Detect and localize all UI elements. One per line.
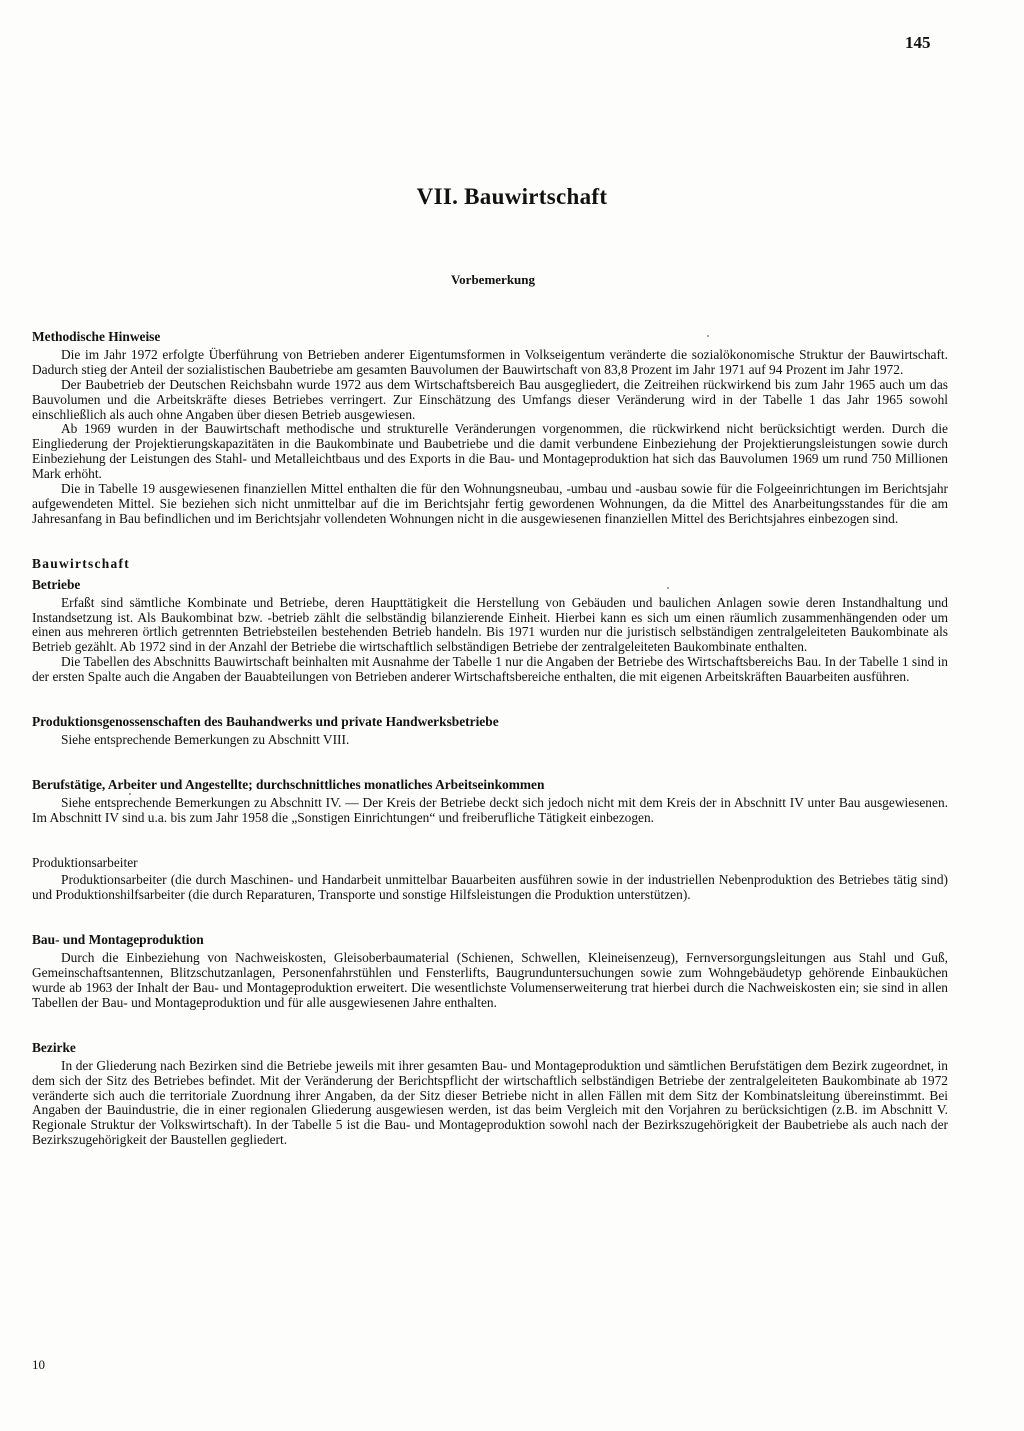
section-heading: Produktionsgenossenschaften des Bauhandwerks und private Handwerksbetriebe <box>32 714 499 730</box>
document-body <box>32 330 948 1178</box>
chapter-title: VII. Bauwirtschaft <box>416 184 608 209</box>
scan-speck <box>667 587 669 589</box>
paragraph: Siehe entsprechende Bemerkungen zu Abschnitt IV. — Der Kreis der Betriebe deckt sich jedoch nicht mit dem Kreis der in Abschnitt IV unter Bau ausgewiesenen. Im Abschnitt IV sind u.a. bis zum Jahr 1958 die „Sonstigen Einrichtungen“ und freiberufliche Tätigkeit einbezogen. <box>32 794 948 825</box>
section-heading: Bezirke <box>32 1039 76 1055</box>
paragraph: Erfaßt sind sämtliche Kombinate und Betriebe, deren Haupttätigkeit die Herstellung von Gebäuden und baulichen Anlagen sowie deren Instandhaltung und Instandsetzung ist. Als Baukombinat bzw. -betrieb zählt die selbständig bilanzierende Einheit. Hierbei kann es sich um einen räumlich zusammenhängenden oder um einen aus mehreren örtlich getrennten Betriebsteilen bestehenden Betrieb handeln. Bis 1971 wurden nur die juristisch selbständigen zentralgeleiteten Baukombinate als Betrieb gezählt. Ab 1972 sind in der Anzahl der Betriebe die wirtschaftlich selbständigen Betriebe der zentralgeleiteten Baukombinate enthalten. <box>32 594 948 655</box>
page-number: 145 <box>905 33 931 52</box>
section-produktionsarbeiter <box>32 856 948 904</box>
paragraph: Ab 1969 wurden in der Bauwirtschaft methodische und strukturelle Veränderungen vorgenommen, die rückwirkend nicht berücksichtigt werden. Durch die Eingliederung der Projektierungskapazitäten in die Baukombinate und Baubetriebe und die damit verbundene Einbeziehung der Projektierungsleistungen sowie durch Einbeziehung der Leistungen des Stahl- und Metalleichtbaus und des Exports in die Bau- und Montageproduktion hat sich das Bauvolumen 1969 um rund 750 Millionen Mark erhöht. <box>32 421 948 482</box>
paragraph: Siehe entsprechende Bemerkungen zu Abschnitt VIII. <box>61 731 350 747</box>
scan-speck <box>129 793 131 795</box>
section-heading: Produktionsarbeiter <box>32 854 138 870</box>
paragraph: Die Tabellen des Abschnitts Bauwirtschaft beinhalten mit Ausnahme der Tabelle 1 nur die Angaben der Betriebe des Wirtschaftsbereichs Bau. In der Tabelle 1 sind in der ersten Spalte auch die Angaben der Bauabteilungen von Betrieben anderer Wirtschaftsbereiche enthalten, die mit eigenen Arbeitskräften Bauarbeiten ausführen. <box>32 654 949 685</box>
paragraph: Die in Tabelle 19 ausgewiesenen finanziellen Mittel enthalten die für den Wohnungsneubau, -umbau und -ausbau sowie für die Folgeeinrichtungen im Berichtsjahr aufgewendeten Mittel. Sie beziehen sich nicht unmittelbar auf die im Berichtsjahr fertig gewordenen Wohnungen, da die Mittel des Anarbeitungsstandes für die am Jahresanfang in Bau befindlichen und im Berichtsjahr vollendeten Wohnungen nicht in die ausgewiesenen finanziellen Mittel des Berichtsjahres einbezogen sind. <box>32 481 948 526</box>
paragraph: Durch die Einbeziehung von Nachweiskosten, Gleisoberbaumaterial (Schienen, Schwellen, Kleineisenzeug), Fernversorgungsleitungen aus Stahl und Guß, Gemeinschaftsantennen, Blitzschutzanlagen, Personenfahrstühlen und Fensterlifts, Baugrunduntersuchungen sowie zum Wohngebäudetyp gehörende Einbauküchen wurde ab 1963 der Inhalt der Bau- und Montageproduktion erweitert. Die wesentlichste Volumenserweiterung trat hierbei durch die Nachweiskosten ein; sie sind in allen Tabellen der Bau- und Montageproduktion und für alle ausgewiesenen Jahre enthalten. <box>32 950 948 1010</box>
paragraph: In der Gliederung nach Bezirken sind die Betriebe jeweils mit ihrer gesamten Bau- und Montageproduktion und sämtlichen Berufstätigen dem Bezirk zugeordnet, in dem sich der Sitz des Betriebes befindet. Mit der Veränderung der Berichtspflicht der wirtschaftlich selbständigen Betriebe der zentralgeleiteten Baukombinate ab 1972 veränderte sich auch die territoriale Zuordnung ihrer Angaben, da der Sitz dieser Betriebe nicht in allen Fällen mit dem Sitz der Kombinatsleitung übereinstimmt. Bei Angaben der Bauindustrie, die in einer regionalen Gliederung ausgewiesen werden, ist das beim Vergleich mit den Vorjahren zu berücksichtigen (z.B. im Abschnitt V. Regionale Struktur der Volkswirtschaft). In der Tabelle 5 ist die Bau- und Montageproduktion sowohl nach der Bezirkszugehörigkeit der Baubetriebe als auch nach der Bezirkszugehörigkeit der Baustellen gegliedert. <box>32 1057 948 1148</box>
footer-number: 10 <box>32 1357 45 1372</box>
paragraph: Die im Jahr 1972 erfolgte Überführung von Betrieben anderer Eigentumsformen in Volkseigentum veränderte die sozialökonomische Struktur der Bauwirtschaft. Dadurch stieg der Anteil der sozialistischen Baubetriebe am gesamten Bauvolumen der Bauwirtschaft von 83,8 Prozent im Jahr 1971 auf 94 Prozent im Jahr 1972. <box>32 346 948 377</box>
section-heading: Betriebe <box>32 576 81 592</box>
section-heading: Bauwirtschaft <box>32 555 130 571</box>
preliminary-remark-title: Vorbemerkung <box>450 272 536 287</box>
section-heading: Methodische Hinweise <box>32 329 161 344</box>
section-produktionsgenossenschaften <box>32 715 948 748</box>
scan-speck <box>707 335 709 337</box>
section-heading: Bau- und Montageproduktion <box>32 932 204 948</box>
section-bau-und-montageproduktion <box>32 933 948 1011</box>
section-betriebe <box>32 578 948 685</box>
section-methodische-hinweise <box>32 330 948 527</box>
section-berufstaetige <box>32 778 948 826</box>
section-bauwirtschaft <box>32 557 948 572</box>
paragraph: Produktionsarbeiter (die durch Maschinen- und Handarbeit unmittelbar Bauarbeiten ausführen sowie in der industriellen Nebenproduktion des Betriebes tätig sind) und Produktionshilfsarbeiter (die durch Reparaturen, Transporte und sonstige Hilfsleistungen die Produktion unterstützen). <box>32 872 948 903</box>
paragraph: Der Baubetrieb der Deutschen Reichsbahn wurde 1972 aus dem Wirtschaftsbereich Bau ausgegliedert, die Zeitreihen rückwirkend bis zum Jahr 1965 auch um das Bauvolumen und die Arbeitskräfte dieses Betriebes verringert. Zur Einschätzung des Umfangs dieser Veränderung wird in der Tabelle 1 das Jahr 1965 sowohl einschließlich als auch ohne Angaben über diesen Betrieb ausgewiesen. <box>32 376 948 422</box>
section-heading: Berufstätige, Arbeiter und Angestellte; durchschnittliches monatliches Arbeitseinkommen <box>32 776 545 792</box>
section-bezirke <box>32 1041 948 1148</box>
